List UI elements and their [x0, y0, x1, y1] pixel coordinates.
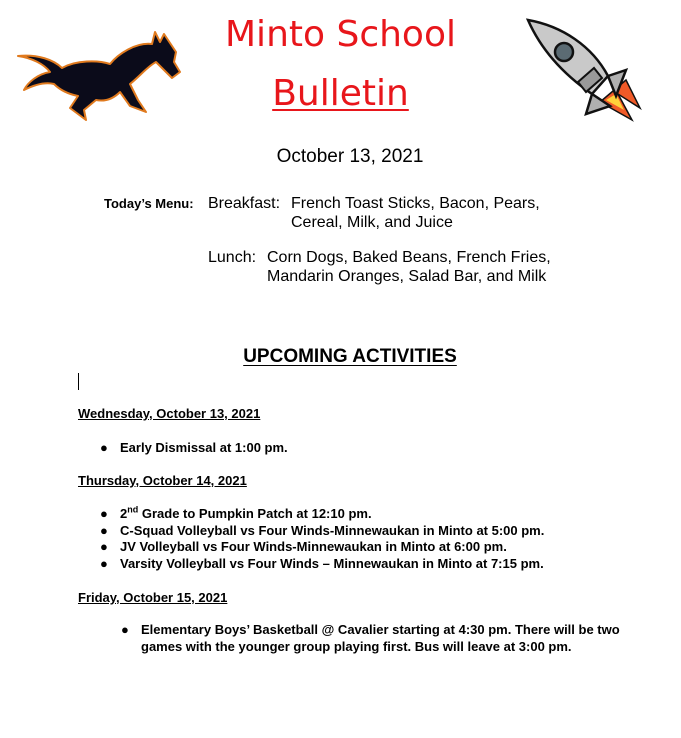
list-item-text: JV Volleyball vs Four Winds-Minnewaukan in Minto at 6:00 pm. — [120, 539, 507, 554]
activity-list-friday — [121, 622, 621, 655]
bullet-icon: ● — [100, 539, 108, 554]
list-item — [100, 555, 660, 573]
bullet-icon: ● — [100, 506, 108, 521]
day-heading-wednesday: Wednesday, October 13, 2021 — [78, 406, 261, 421]
upcoming-activities-heading: UPCOMING ACTIVITIES — [243, 346, 457, 367]
list-item — [121, 622, 621, 655]
lunch-line2: Mandarin Oranges, Salad Bar, and Milk — [267, 268, 547, 285]
list-item — [100, 539, 660, 556]
breakfast-label: Breakfast: — [208, 195, 281, 212]
bullet-icon: ● — [121, 622, 129, 637]
bullet-icon: ● — [100, 440, 108, 455]
day-heading-thursday: Thursday, October 14, 2021 — [78, 473, 247, 488]
bullet-icon: ● — [100, 522, 108, 538]
list-item-text: C-Squad Volleyball vs Four Winds-Minnewaukan in Minto at 5:00 pm. — [120, 522, 545, 538]
grade-number: 2 — [120, 506, 128, 521]
bulletin-title-line2 — [0, 73, 681, 114]
lunch-line1: Corn Dogs, Baked Beans, French Fries, — [267, 249, 551, 266]
list-item-text: Early Dismissal at 1:00 pm. — [120, 440, 288, 455]
list-item-text: Varsity Volleyball vs Four Winds – Minnewaukan in Minto at 7:15 pm. — [120, 555, 544, 571]
bulletin-title-line1: Minto School — [225, 14, 456, 55]
bullet-icon: ● — [100, 555, 108, 571]
list-item — [100, 504, 660, 523]
activity-list-wednesday — [100, 440, 288, 457]
bulletin-title-text: Bulletin — [272, 73, 409, 114]
menu-label: Today’s Menu: — [104, 196, 194, 211]
list-item-text — [120, 506, 372, 521]
text-cursor[interactable] — [78, 373, 79, 390]
activity-list-thursday — [100, 504, 660, 572]
ordinal-suffix: nd — [127, 504, 139, 515]
list-item — [100, 440, 288, 457]
lunch-label: Lunch: — [208, 249, 257, 266]
day-heading-friday: Friday, October 15, 2021 — [78, 590, 228, 605]
bulletin-date: October 13, 2021 — [276, 146, 424, 167]
breakfast-line1: French Toast Sticks, Bacon, Pears, — [291, 195, 540, 212]
list-item — [100, 522, 660, 540]
list-item-text: Elementary Boys’ Basketball @ Cavalier starting at 4:30 pm. There will be two games with the younger group playing first. Bus will leave at 3:00 pm. — [141, 622, 620, 654]
breakfast-line2: Cereal, Milk, and Juice — [291, 214, 453, 231]
grade-text: Grade to Pumpkin Patch at 12:10 pm. — [138, 506, 372, 521]
